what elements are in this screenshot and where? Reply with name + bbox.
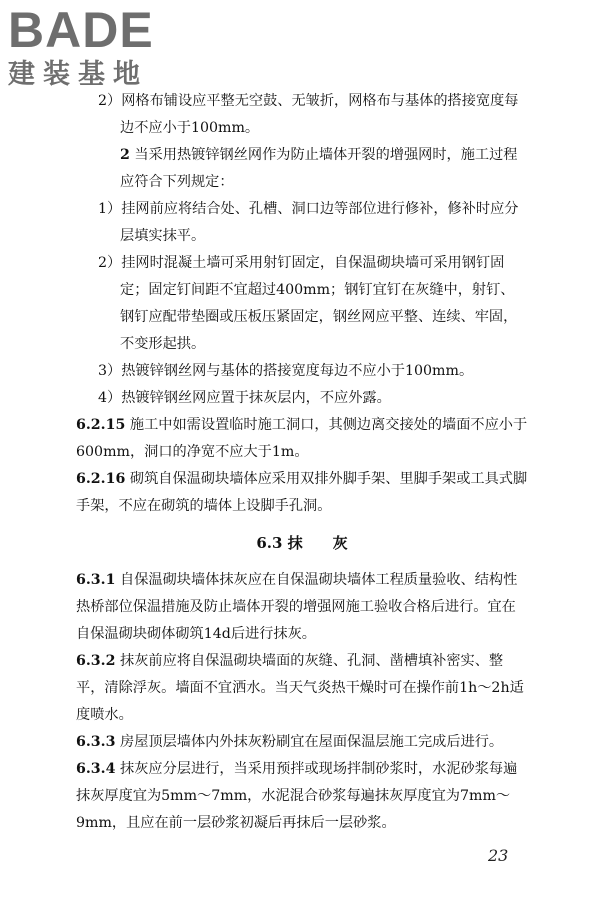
list-item-4-embed: 4）热镀锌钢丝网应置于抹灰层内，不应外露。 [98,390,391,406]
clause-2-steel-mesh: 2 当采用热镀锌钢丝网作为防止墙体开裂的增强网时，施工过程应符合下列规定： [120,147,518,190]
logo-subtitle: 建装基地 [8,59,148,90]
clause-6-3-4: 6.3.4 抹灰应分层进行，当采用预拌或现场拌制砂浆时，水泥砂浆每遍抹灰厚度宜为5mm～7mm，水泥混合砂浆每遍抹灰厚度宜为7mm～9mm，且应在前一层砂浆初凝后再抹后一层砂浆。 [76,761,518,831]
brand-logo [8,4,178,90]
clause-6-3-2: 6.3.2 抹灰前应将自保温砌块墙面的灰缝、孔洞、凿槽填补密实、整平，清除浮灰。墙面不宜洒水。当天气炎热干燥时可在操作前1h～2h适度喷水。 [76,653,524,723]
document-body [76,88,528,837]
clause-6-2-16: 6.2.16 砌筑自保温砌块墙体应采用双排外脚手架、里脚手架或工具式脚手架，不应在砌筑的墙体上设脚手孔洞。 [76,471,528,514]
clause-6-2-15: 6.2.15 施工中如需设置临时施工洞口，其侧边离交接处的墙面不应小于600mm，洞口的净宽不应大于1m。 [76,417,528,460]
clause-6-3-1: 6.3.1 自保温砌块墙体抹灰应在自保温砌块墙体工程质量验收、结构性热桥部位保温措施及防止墙体开裂的增强网施工验收合格后进行。宜在自保温砌块砌体砌筑14d后进行抹灰。 [76,572,518,642]
section-title: 6.3 抹 灰 [256,534,348,552]
page-number: 23 [488,846,509,865]
list-item-2-mesh-cloth: 2）网格布铺设应平整无空鼓、无皱折，网格布与基体的搭接宽度每边不应小于100mm。 [98,93,519,136]
list-item-1-patch: 1）挂网前应将结合处、孔槽、洞口边等部位进行修补，修补时应分层填实抹平。 [98,201,519,244]
logo-wordmark: BADE [8,2,154,58]
list-item-3-overlap: 3）热镀锌钢丝网与基体的搭接宽度每边不应小于100mm。 [98,363,474,379]
list-item-2-fixing: 2）挂网时混凝土墙可采用射钉固定，自保温砌块墙可采用钢钉固定；固定钉间距不宜超过400mm；钢钉宜钉在灰缝中，射钉、钢钉应配带垫圈或压板压紧固定，钢丝网应平整、连续、牢固，不变形起拱。 [98,255,518,352]
clause-6-3-3: 6.3.3 房屋顶层墙体内外抹灰粉刷宜在屋面保温层施工完成后进行。 [76,734,504,750]
